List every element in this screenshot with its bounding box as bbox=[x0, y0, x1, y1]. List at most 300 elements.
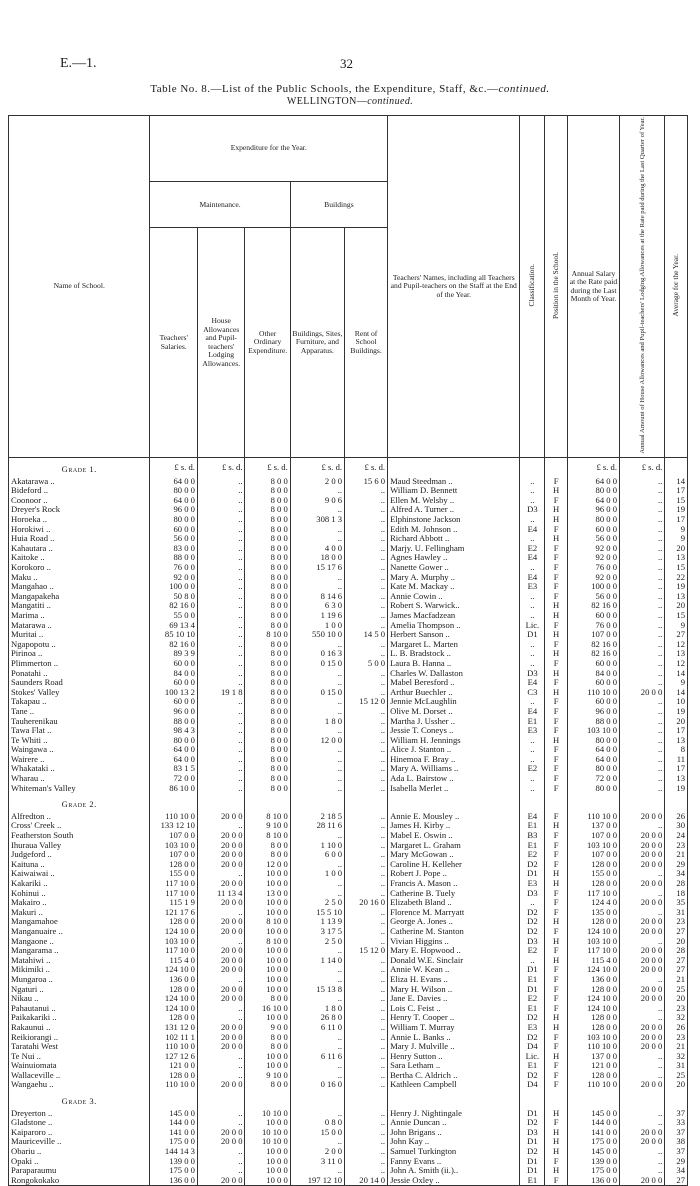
empty-cell bbox=[620, 1090, 665, 1109]
classification: .. bbox=[520, 592, 545, 602]
annual-amount: 20 0 0 bbox=[620, 1033, 665, 1043]
average: 14 bbox=[665, 669, 688, 679]
average: 17 bbox=[665, 486, 688, 496]
other-expenditure: 8 0 0 bbox=[245, 688, 290, 698]
buildings-sites: .. bbox=[290, 774, 344, 784]
house-allowances: .. bbox=[197, 592, 245, 602]
annual-amount: .. bbox=[620, 1147, 665, 1157]
school-name: Bideford .. bbox=[9, 486, 150, 496]
teacher-name: Francis A. Mason .. bbox=[388, 879, 520, 889]
rent: .. bbox=[345, 1023, 388, 1033]
empty-cell bbox=[150, 793, 198, 812]
classification: .. bbox=[520, 898, 545, 908]
school-row bbox=[9, 611, 688, 621]
other-expenditure: 10 0 0 bbox=[245, 1176, 290, 1186]
classification: D3 bbox=[520, 505, 545, 515]
average: 29 bbox=[665, 860, 688, 870]
position: F bbox=[545, 755, 568, 765]
average: 27 bbox=[665, 630, 688, 640]
house-allowances: .. bbox=[197, 1166, 245, 1176]
average: 37 bbox=[665, 1147, 688, 1157]
rent: .. bbox=[345, 1004, 388, 1014]
average: 15 bbox=[665, 611, 688, 621]
annual-amount: .. bbox=[620, 745, 665, 755]
rent: .. bbox=[345, 975, 388, 985]
house-allowances: 20 0 0 bbox=[197, 831, 245, 841]
annual-salary: 56 0 0 bbox=[567, 534, 619, 544]
teachers-salaries: 110 10 0 bbox=[150, 1080, 198, 1090]
empty-cell bbox=[620, 793, 665, 812]
average: 13 bbox=[665, 592, 688, 602]
school-name: Paraparaumu bbox=[9, 1166, 150, 1176]
school-name: Taratahi West bbox=[9, 1042, 150, 1052]
other-expenditure: 8 0 0 bbox=[245, 563, 290, 573]
teacher-name: Jessie T. Coneys .. bbox=[388, 726, 520, 736]
teacher-name: Sara Letham .. bbox=[388, 1061, 520, 1071]
teachers-salaries: 72 0 0 bbox=[150, 774, 198, 784]
school-row bbox=[9, 505, 688, 515]
position: F bbox=[545, 1080, 568, 1090]
rent: 15 6 0 bbox=[345, 477, 388, 487]
annual-amount: 20 0 0 bbox=[620, 965, 665, 975]
house-allowances: 20 0 0 bbox=[197, 879, 245, 889]
average: 14 bbox=[665, 688, 688, 698]
annual-salary: 110 10 0 bbox=[567, 1080, 619, 1090]
other-expenditure: 12 0 0 bbox=[245, 860, 290, 870]
school-row bbox=[9, 831, 688, 841]
annual-amount: 20 0 0 bbox=[620, 927, 665, 937]
classification: .. bbox=[520, 736, 545, 746]
buildings-sites: .. bbox=[290, 745, 344, 755]
rent: .. bbox=[345, 850, 388, 860]
teacher-name: Eliza H. Evans .. bbox=[388, 975, 520, 985]
house-allowances: .. bbox=[197, 515, 245, 525]
school-name: Stokes' Valley bbox=[9, 688, 150, 698]
other-expenditure: 8 0 0 bbox=[245, 659, 290, 669]
teachers-salaries: 82 16 0 bbox=[150, 640, 198, 650]
classification: .. bbox=[520, 640, 545, 650]
average: 10 bbox=[665, 697, 688, 707]
buildings-sites: .. bbox=[290, 486, 344, 496]
buildings-sites: .. bbox=[290, 946, 344, 956]
other-expenditure: 10 0 0 bbox=[245, 975, 290, 985]
average: 13 bbox=[665, 736, 688, 746]
school-row bbox=[9, 717, 688, 727]
school-row bbox=[9, 582, 688, 592]
annual-salary: 175 0 0 bbox=[567, 1166, 619, 1176]
annual-amount: .. bbox=[620, 621, 665, 631]
school-name: Mangaone .. bbox=[9, 937, 150, 947]
classification: E1 bbox=[520, 1061, 545, 1071]
average: 13 bbox=[665, 553, 688, 563]
rent: .. bbox=[345, 879, 388, 889]
classification: D1 bbox=[520, 965, 545, 975]
average: 28 bbox=[665, 946, 688, 956]
teachers-salaries: 128 0 0 bbox=[150, 860, 198, 870]
school-name: Whiteman's Valley bbox=[9, 784, 150, 794]
school-row bbox=[9, 1109, 688, 1119]
teachers-salaries: 96 0 0 bbox=[150, 505, 198, 515]
annual-salary: 80 0 0 bbox=[567, 784, 619, 794]
average: 31 bbox=[665, 1061, 688, 1071]
annual-amount: .. bbox=[620, 1061, 665, 1071]
average: 9 bbox=[665, 525, 688, 535]
average: 30 bbox=[665, 821, 688, 831]
average: 34 bbox=[665, 869, 688, 879]
school-row bbox=[9, 764, 688, 774]
school-row bbox=[9, 774, 688, 784]
school-row bbox=[9, 1080, 688, 1090]
rent: .. bbox=[345, 812, 388, 822]
position: H bbox=[545, 1109, 568, 1119]
rent: .. bbox=[345, 965, 388, 975]
house-allowances: .. bbox=[197, 1061, 245, 1071]
teacher-name: Robert S. Warwick.. bbox=[388, 601, 520, 611]
teachers-salaries: 88 0 0 bbox=[150, 553, 198, 563]
buildings-sites: 1 0 0 bbox=[290, 621, 344, 631]
teacher-name: Mary A. Williams .. bbox=[388, 764, 520, 774]
rent: .. bbox=[345, 1166, 388, 1176]
rent: .. bbox=[345, 755, 388, 765]
annual-salary: 128 0 0 bbox=[567, 879, 619, 889]
teachers-salaries: 85 10 10 bbox=[150, 630, 198, 640]
position: F bbox=[545, 1004, 568, 1014]
teacher-name: Henry J. Nightingale bbox=[388, 1109, 520, 1119]
school-name: Wairere .. bbox=[9, 755, 150, 765]
other-expenditure: 8 0 0 bbox=[245, 486, 290, 496]
annual-amount: 20 0 0 bbox=[620, 994, 665, 1004]
annual-amount: .. bbox=[620, 659, 665, 669]
buildings-sites: .. bbox=[290, 1071, 344, 1081]
teachers-salaries: 124 10 0 bbox=[150, 1004, 198, 1014]
classification: .. bbox=[520, 745, 545, 755]
average: 22 bbox=[665, 573, 688, 583]
teachers-salaries: 175 0 0 bbox=[150, 1166, 198, 1176]
school-row bbox=[9, 927, 688, 937]
other-expenditure: 9 0 0 bbox=[245, 1023, 290, 1033]
school-row bbox=[9, 908, 688, 918]
average: 9 bbox=[665, 534, 688, 544]
school-name: Tauherenikau bbox=[9, 717, 150, 727]
rent: .. bbox=[345, 678, 388, 688]
annual-amount: .. bbox=[620, 582, 665, 592]
buildings-sites: 197 12 10 bbox=[290, 1176, 344, 1186]
empty-cell bbox=[245, 793, 290, 812]
other-expenditure: 8 0 0 bbox=[245, 496, 290, 506]
annual-salary: 84 0 0 bbox=[567, 669, 619, 679]
position: F bbox=[545, 1118, 568, 1128]
teacher-name: Isabella Merlet .. bbox=[388, 784, 520, 794]
rent: .. bbox=[345, 1052, 388, 1062]
teachers-salaries: 56 0 0 bbox=[150, 534, 198, 544]
school-name: Dreyerton .. bbox=[9, 1109, 150, 1119]
school-name: Rakaunui .. bbox=[9, 1023, 150, 1033]
annual-salary: 64 0 0 bbox=[567, 496, 619, 506]
rent: .. bbox=[345, 1061, 388, 1071]
rent: .. bbox=[345, 592, 388, 602]
position: H bbox=[545, 601, 568, 611]
classification: E1 bbox=[520, 841, 545, 851]
annual-amount: .. bbox=[620, 601, 665, 611]
teacher-name: William D. Bennett bbox=[388, 486, 520, 496]
currency-unit-cell bbox=[567, 458, 619, 477]
house-allowances: .. bbox=[197, 563, 245, 573]
annual-amount: 20 0 0 bbox=[620, 985, 665, 995]
other-expenditure: 8 0 0 bbox=[245, 611, 290, 621]
school-row bbox=[9, 860, 688, 870]
teachers-salaries: 50 8 0 bbox=[150, 592, 198, 602]
annual-amount: .. bbox=[620, 505, 665, 515]
annual-amount: .. bbox=[620, 1004, 665, 1014]
annual-amount: .. bbox=[620, 717, 665, 727]
buildings-sites: .. bbox=[290, 1166, 344, 1176]
classification: D1 bbox=[520, 1157, 545, 1167]
position: H bbox=[545, 1166, 568, 1176]
annual-salary: 82 16 0 bbox=[567, 601, 619, 611]
teacher-name: Mary J. Mulville .. bbox=[388, 1042, 520, 1052]
school-row bbox=[9, 1004, 688, 1014]
teachers-salaries: 107 0 0 bbox=[150, 850, 198, 860]
position: H bbox=[545, 1128, 568, 1138]
annual-amount: .. bbox=[620, 563, 665, 573]
school-row bbox=[9, 784, 688, 794]
school-name: Whakataki .. bbox=[9, 764, 150, 774]
rent: .. bbox=[345, 621, 388, 631]
currency-units: £ s. d. bbox=[596, 461, 618, 472]
rent: .. bbox=[345, 736, 388, 746]
classification: D2 bbox=[520, 1033, 545, 1043]
school-name: Te Whiti .. bbox=[9, 736, 150, 746]
school-row bbox=[9, 917, 688, 927]
teachers-salaries: 80 0 0 bbox=[150, 486, 198, 496]
annual-salary: 80 0 0 bbox=[567, 736, 619, 746]
teachers-salaries: 175 0 0 bbox=[150, 1137, 198, 1147]
teacher-name: Annie W. Kean .. bbox=[388, 965, 520, 975]
classification: D4 bbox=[520, 1042, 545, 1052]
house-allowances: .. bbox=[197, 1118, 245, 1128]
other-expenditure: 8 10 0 bbox=[245, 917, 290, 927]
house-allowances: 20 0 0 bbox=[197, 927, 245, 937]
col-classification: Classification. bbox=[520, 116, 545, 458]
school-name: Muritai .. bbox=[9, 630, 150, 640]
currency-unit-cell bbox=[245, 458, 290, 477]
empty-cell bbox=[567, 793, 619, 812]
rent: .. bbox=[345, 994, 388, 1004]
school-name: Makuri .. bbox=[9, 908, 150, 918]
average: 34 bbox=[665, 1166, 688, 1176]
teacher-name: Mary McGowan .. bbox=[388, 850, 520, 860]
buildings-sites: 15 5 10 bbox=[290, 908, 344, 918]
other-expenditure: 8 0 0 bbox=[245, 553, 290, 563]
annual-amount: 20 0 0 bbox=[620, 1023, 665, 1033]
grade-heading: Grade 3. bbox=[9, 1090, 150, 1109]
teacher-name: Martha J. Ussher .. bbox=[388, 717, 520, 727]
other-expenditure: 10 0 0 bbox=[245, 956, 290, 966]
position: F bbox=[545, 831, 568, 841]
teacher-name: Ada L. Bairstow .. bbox=[388, 774, 520, 784]
average: 27 bbox=[665, 965, 688, 975]
other-expenditure: 8 0 0 bbox=[245, 621, 290, 631]
average: 38 bbox=[665, 1137, 688, 1147]
teachers-salaries: 96 0 0 bbox=[150, 707, 198, 717]
buildings-sites: .. bbox=[290, 975, 344, 985]
annual-salary: 175 0 0 bbox=[567, 1137, 619, 1147]
position: F bbox=[545, 908, 568, 918]
house-allowances: 20 0 0 bbox=[197, 1176, 245, 1186]
other-expenditure: 8 0 0 bbox=[245, 764, 290, 774]
teacher-name: Jessie Oxley .. bbox=[388, 1176, 520, 1186]
annual-amount: 20 0 0 bbox=[620, 946, 665, 956]
teachers-salaries: 139 0 0 bbox=[150, 1157, 198, 1167]
position: F bbox=[545, 850, 568, 860]
average: 13 bbox=[665, 649, 688, 659]
house-allowances: .. bbox=[197, 764, 245, 774]
position: H bbox=[545, 1052, 568, 1062]
annual-amount: 20 0 0 bbox=[620, 812, 665, 822]
school-row bbox=[9, 573, 688, 583]
annual-salary: 124 10 0 bbox=[567, 965, 619, 975]
position: H bbox=[545, 821, 568, 831]
other-expenditure: 8 0 0 bbox=[245, 678, 290, 688]
school-name: Mangapakeha bbox=[9, 592, 150, 602]
teacher-name: Nanette Gower .. bbox=[388, 563, 520, 573]
annual-amount: .. bbox=[620, 1166, 665, 1176]
col-rent: Rent of School Buildings. bbox=[345, 228, 388, 458]
teacher-name: Elphinstone Jackson bbox=[388, 515, 520, 525]
annual-amount: .. bbox=[620, 869, 665, 879]
classification: D3 bbox=[520, 889, 545, 899]
average: 12 bbox=[665, 659, 688, 669]
other-expenditure: 8 0 0 bbox=[245, 669, 290, 679]
annual-salary: 128 0 0 bbox=[567, 917, 619, 927]
annual-salary: 128 0 0 bbox=[567, 985, 619, 995]
other-expenditure: 8 0 0 bbox=[245, 544, 290, 554]
house-allowances: .. bbox=[197, 649, 245, 659]
annual-amount: .. bbox=[620, 726, 665, 736]
teachers-salaries: 76 0 0 bbox=[150, 563, 198, 573]
teachers-salaries: 121 17 6 bbox=[150, 908, 198, 918]
school-row bbox=[9, 869, 688, 879]
average: 37 bbox=[665, 1109, 688, 1119]
teachers-salaries: 145 0 0 bbox=[150, 1109, 198, 1119]
school-row bbox=[9, 736, 688, 746]
teachers-salaries: 64 0 0 bbox=[150, 745, 198, 755]
average: 15 bbox=[665, 563, 688, 573]
buildings-sites: 550 10 0 bbox=[290, 630, 344, 640]
buildings-sites: 0 8 0 bbox=[290, 1118, 344, 1128]
annual-amount: .. bbox=[620, 1071, 665, 1081]
other-expenditure: 8 0 0 bbox=[245, 850, 290, 860]
teachers-salaries: 98 4 3 bbox=[150, 726, 198, 736]
position: H bbox=[545, 630, 568, 640]
classification: .. bbox=[520, 755, 545, 765]
school-name: Dreyer's Rock bbox=[9, 505, 150, 515]
teacher-name: Kate M. Mackay .. bbox=[388, 582, 520, 592]
classification: .. bbox=[520, 697, 545, 707]
school-name: Kaiparoro .. bbox=[9, 1128, 150, 1138]
school-name: Maku .. bbox=[9, 573, 150, 583]
school-row bbox=[9, 755, 688, 765]
buildings-sites: 15 13 8 bbox=[290, 985, 344, 995]
annual-salary: 72 0 0 bbox=[567, 774, 619, 784]
classification: .. bbox=[520, 611, 545, 621]
annual-salary: 139 0 0 bbox=[567, 1157, 619, 1167]
school-name: Wainuiomata bbox=[9, 1061, 150, 1071]
position: F bbox=[545, 764, 568, 774]
school-row bbox=[9, 946, 688, 956]
school-row bbox=[9, 1042, 688, 1052]
average: 31 bbox=[665, 908, 688, 918]
buildings-sites: .. bbox=[290, 1109, 344, 1119]
house-allowances: .. bbox=[197, 736, 245, 746]
house-allowances: .. bbox=[197, 821, 245, 831]
other-expenditure: 10 0 0 bbox=[245, 1118, 290, 1128]
annual-amount: .. bbox=[620, 1013, 665, 1023]
position: H bbox=[545, 534, 568, 544]
school-name: Mikimiki .. bbox=[9, 965, 150, 975]
buildings-sites: 1 8 0 bbox=[290, 717, 344, 727]
empty-cell bbox=[388, 793, 520, 812]
teacher-name: George A. Jones .. bbox=[388, 917, 520, 927]
buildings-sites: 0 16 3 bbox=[290, 649, 344, 659]
classification: D2 bbox=[520, 860, 545, 870]
school-row bbox=[9, 1033, 688, 1043]
other-expenditure: 8 0 0 bbox=[245, 717, 290, 727]
school-name: Te Nui .. bbox=[9, 1052, 150, 1062]
teachers-salaries: 60 0 0 bbox=[150, 525, 198, 535]
buildings-sites: 1 10 0 bbox=[290, 841, 344, 851]
house-allowances: 20 0 0 bbox=[197, 841, 245, 851]
teacher-name: Hinemoa F. Bray .. bbox=[388, 755, 520, 765]
col-annual-amount: Annual Amount of House Allowances and Pupil-teachers' Lodging Allowances at the Rate paid during the Last Quarter of Year. bbox=[620, 116, 665, 458]
average: 23 bbox=[665, 1004, 688, 1014]
school-name: Ihuraua Valley bbox=[9, 841, 150, 851]
buildings-sites: .. bbox=[290, 755, 344, 765]
annual-salary: 60 0 0 bbox=[567, 525, 619, 535]
teachers-salaries: 80 0 0 bbox=[150, 736, 198, 746]
other-expenditure: 10 0 0 bbox=[245, 965, 290, 975]
annual-amount: .. bbox=[620, 573, 665, 583]
house-allowances: .. bbox=[197, 601, 245, 611]
school-name: Ponatahi .. bbox=[9, 669, 150, 679]
school-name: Coonoor .. bbox=[9, 496, 150, 506]
rent: .. bbox=[345, 927, 388, 937]
rent: .. bbox=[345, 640, 388, 650]
buildings-sites: .. bbox=[290, 669, 344, 679]
other-expenditure: 10 0 0 bbox=[245, 1166, 290, 1176]
school-name: Mangahao .. bbox=[9, 582, 150, 592]
annual-salary: 103 10 0 bbox=[567, 1033, 619, 1043]
annual-amount: 20 0 0 bbox=[620, 831, 665, 841]
buildings-sites: 0 16 0 bbox=[290, 1080, 344, 1090]
school-row bbox=[9, 1061, 688, 1071]
average: 28 bbox=[665, 879, 688, 889]
buildings-sites: 3 11 0 bbox=[290, 1157, 344, 1167]
currency-units: £ s. d. bbox=[221, 461, 243, 472]
other-expenditure: 8 10 0 bbox=[245, 831, 290, 841]
house-allowances: 20 0 0 bbox=[197, 956, 245, 966]
buildings-sites: .. bbox=[290, 889, 344, 899]
buildings-sites: 26 8 0 bbox=[290, 1013, 344, 1023]
annual-amount: 20 0 0 bbox=[620, 956, 665, 966]
school-row bbox=[9, 841, 688, 851]
other-expenditure: 10 0 0 bbox=[245, 1061, 290, 1071]
teacher-name: Edith M. Johnson .. bbox=[388, 525, 520, 535]
annual-amount: 20 0 0 bbox=[620, 917, 665, 927]
annual-amount: 20 0 0 bbox=[620, 1042, 665, 1052]
currency-units: £ s. d. bbox=[364, 461, 386, 472]
school-row bbox=[9, 1118, 688, 1128]
